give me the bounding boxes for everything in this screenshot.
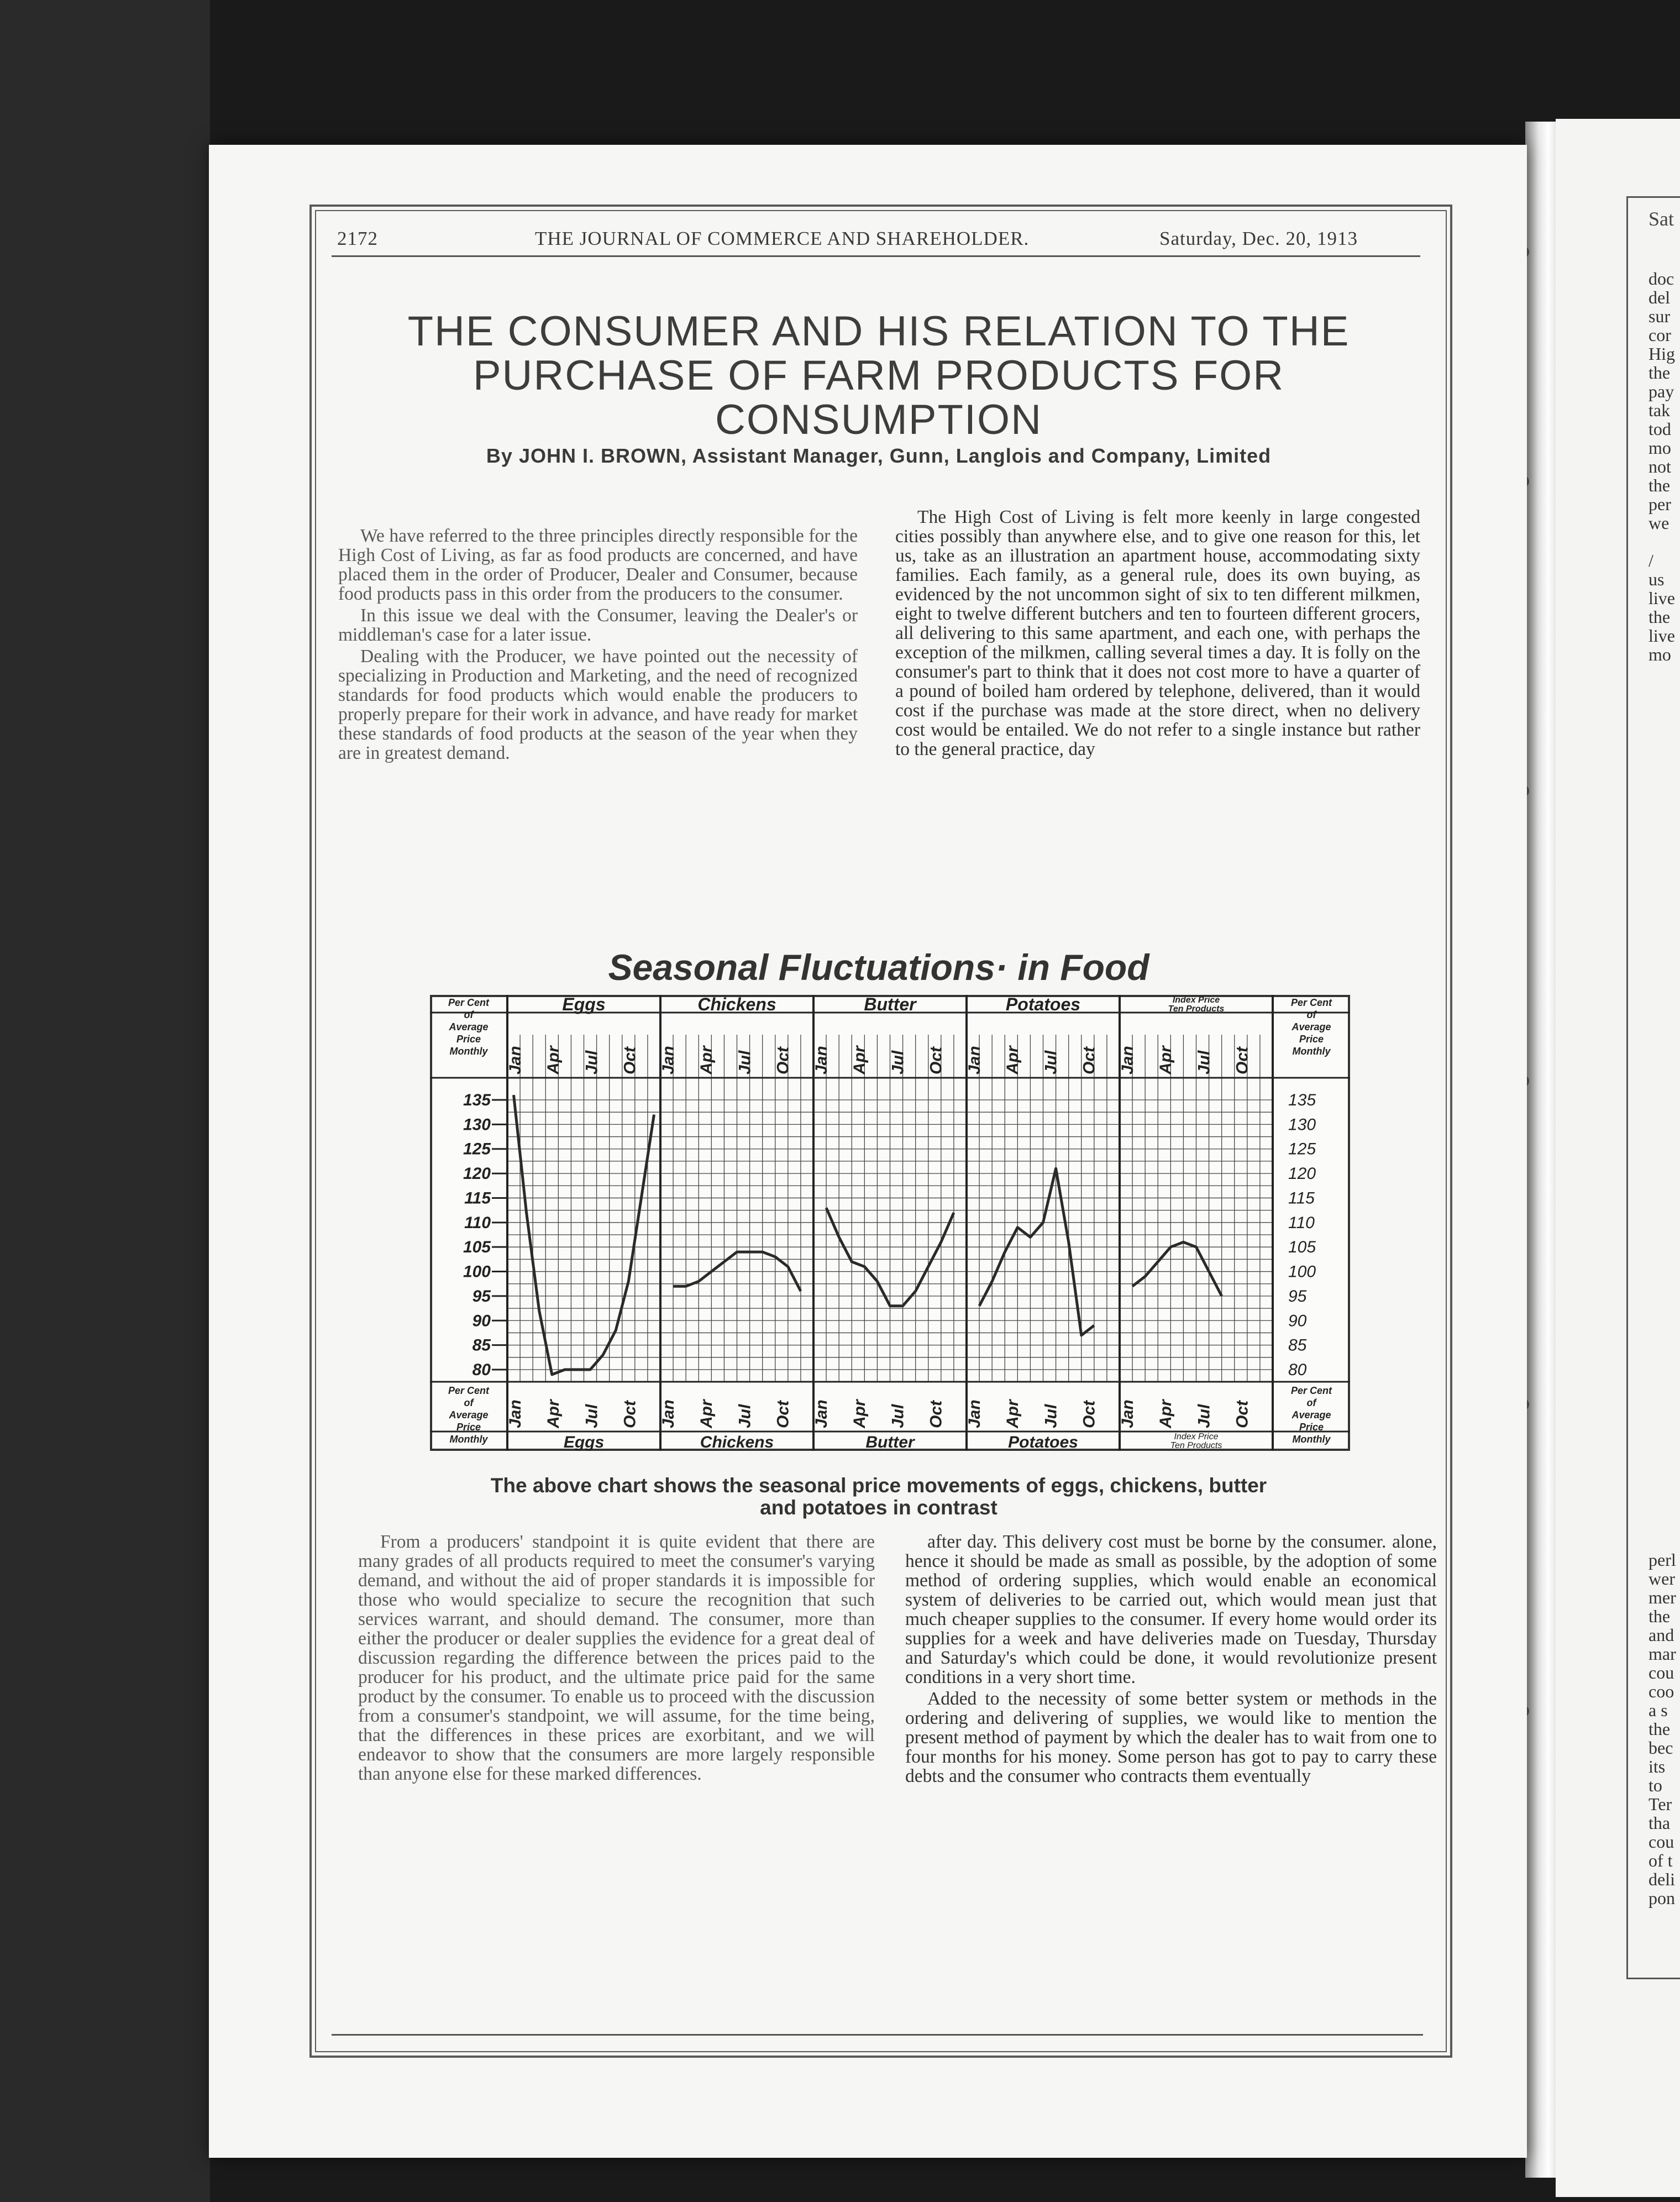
x-tick-label-top: Jan xyxy=(965,1046,984,1074)
y-tick-label-right: 100 xyxy=(1288,1262,1316,1281)
y-axis-label-left: Average xyxy=(449,1021,489,1032)
panel-title-bottom: Eggs xyxy=(563,1433,605,1451)
x-tick-label-top: Oct xyxy=(1233,1046,1252,1074)
facing-page-fragment: the xyxy=(1649,607,1671,627)
facing-page-fragment: mo xyxy=(1649,644,1671,664)
chart-title: Seasonal Fluctuations· in Food xyxy=(608,947,1149,988)
journal-name: THE JOURNAL OF COMMERCE AND SHAREHOLDER. xyxy=(535,228,1030,249)
x-tick-label-top: Jan xyxy=(506,1046,524,1074)
facing-page-fragment: the xyxy=(1649,1606,1671,1626)
x-tick-label-bottom: Apr xyxy=(1157,1399,1175,1428)
facing-page-fragment: deli xyxy=(1649,1869,1675,1889)
x-tick-label-bottom: Jul xyxy=(1042,1404,1060,1428)
caption-line: and potatoes in contrast xyxy=(760,1496,998,1519)
x-tick-label-top: Apr xyxy=(1004,1046,1022,1074)
x-tick-label-top: Jul xyxy=(889,1050,907,1074)
x-tick-label-bottom: Apr xyxy=(544,1399,563,1428)
y-axis-label-left-bottom: Per Cent xyxy=(448,1385,490,1396)
x-tick-label-bottom: Jul xyxy=(1195,1404,1214,1428)
facing-page-fragment: tak xyxy=(1649,400,1671,420)
panel-title-top: Chickens xyxy=(697,995,776,1014)
facing-page-fragment: tod xyxy=(1649,419,1671,439)
y-axis-label-left-bottom: of xyxy=(464,1397,474,1408)
x-tick-label-top: Oct xyxy=(774,1046,792,1074)
facing-page-fragment: its xyxy=(1649,1757,1666,1776)
y-tick-label-right: 120 xyxy=(1288,1165,1316,1183)
background-left xyxy=(0,0,210,2202)
paragraph: after day. This delivery cost must be borne by the consumer. alone, hence it should be made as small as possible, by the adoption of some method of ordering supplies, which would enable an economical system of deliveries to be carried out, which would mean just that much cheaper supplies to the consumer. If every home would order its supplies for a week and have deliveries made on Tuesday, Thursday and Saturday's which could be done, it would revolutionize present conditions in a very short time. xyxy=(905,1532,1437,1687)
title-line: THE CONSUMER AND HIS RELATION TO THE xyxy=(407,308,1350,355)
panel-title-top: Eggs xyxy=(562,995,606,1014)
facing-page-fragment: mar xyxy=(1649,1644,1676,1664)
y-tick-label-right: 125 xyxy=(1288,1140,1316,1158)
x-tick-label-bottom: Jan xyxy=(965,1399,984,1428)
panel-title-bottom: Chickens xyxy=(700,1433,774,1451)
facing-page-fragment: bec xyxy=(1649,1738,1673,1758)
y-axis-label-right: Average xyxy=(1292,1021,1331,1032)
facing-page-fragment: wer xyxy=(1649,1569,1675,1588)
x-tick-label-top: Oct xyxy=(927,1046,946,1074)
panel-title-top: Index Price xyxy=(1172,995,1220,1005)
y-tick-label-right: 135 xyxy=(1288,1091,1316,1109)
y-axis-label-left-bottom: Price xyxy=(456,1422,481,1433)
x-tick-label-bottom: Oct xyxy=(1080,1400,1099,1428)
x-tick-label-bottom: Apr xyxy=(851,1399,869,1428)
footer-rule xyxy=(332,2034,1423,2036)
y-tick-label-left: 105 xyxy=(463,1238,491,1257)
chart-caption xyxy=(332,1475,1426,1519)
book-gutter xyxy=(1525,122,1558,2178)
facing-page-fragment: sur xyxy=(1649,306,1671,326)
seasonal-fluctuations-chart xyxy=(430,995,1350,1451)
header-rule xyxy=(332,255,1420,257)
paragraph: Added to the necessity of some better system or methods in the ordering and delivering of supplies, we would like to mention the present method of payment by which the dealer has to wait from one to four months for his money. Some person has got to pay to carry these debts and the consumer who contracts them eventually xyxy=(905,1689,1437,1786)
y-tick-label-left: 120 xyxy=(463,1165,491,1183)
facing-page-fragment: cou xyxy=(1649,1832,1674,1852)
facing-page-fragment: cou xyxy=(1649,1663,1674,1682)
x-tick-label-bottom: Jul xyxy=(736,1404,754,1428)
y-tick-label-left: 110 xyxy=(464,1213,491,1232)
y-tick-label-right: 95 xyxy=(1288,1287,1307,1306)
y-tick-label-left: 90 xyxy=(472,1312,491,1330)
facing-page-fragment: to xyxy=(1649,1775,1662,1795)
paragraph: In this issue we deal with the Consumer, leaving the Dealer's or middleman's case for a later issue. xyxy=(338,605,858,645)
x-tick-label-top: Apr xyxy=(1157,1046,1175,1074)
x-tick-label-top: Apr xyxy=(851,1046,869,1074)
x-tick-label-bottom: Apr xyxy=(1004,1399,1022,1428)
y-tick-label-left: 95 xyxy=(472,1287,491,1306)
x-tick-label-bottom: Oct xyxy=(927,1400,946,1428)
x-tick-label-bottom: Oct xyxy=(621,1400,639,1428)
facing-page-fragment: live xyxy=(1649,626,1675,646)
y-tick-label-right: 85 xyxy=(1288,1336,1307,1355)
facing-page-fragment: live xyxy=(1649,588,1675,608)
y-axis-label-left-bottom: Monthly xyxy=(449,1434,488,1445)
y-axis-label-right-bottom: Price xyxy=(1299,1422,1324,1433)
x-tick-label-bottom: Jan xyxy=(1118,1399,1137,1428)
x-tick-label-top: Jul xyxy=(582,1050,601,1074)
y-axis-label-left: of xyxy=(464,1009,474,1020)
panel-title-bottom: Ten Products xyxy=(1170,1441,1222,1450)
facing-page-fragment: us xyxy=(1649,569,1665,589)
facing-page-fragment: per xyxy=(1649,494,1671,514)
facing-page-fragment: del xyxy=(1649,287,1671,307)
y-tick-label-left: 100 xyxy=(463,1262,491,1281)
y-axis-label-right-bottom: Average xyxy=(1292,1409,1331,1420)
facing-page-fragment: the xyxy=(1649,363,1671,382)
panel-title-bottom: Index Price xyxy=(1174,1432,1219,1441)
facing-page-fragment: Ter xyxy=(1649,1794,1672,1814)
article-title xyxy=(332,310,1426,442)
x-tick-label-bottom: Jan xyxy=(812,1399,831,1428)
page-number: 2172 xyxy=(337,228,378,249)
facing-page-fragment: cor xyxy=(1649,325,1671,345)
y-axis-label-right: of xyxy=(1306,1009,1316,1020)
facing-page-fragment: a s xyxy=(1649,1700,1668,1720)
paragraph: From a producers' standpoint it is quite evident that there are many grades of all products required to meet the consumer's varying demand, and without the aid of proper standards it is impossible for those who would specialize to secure the recognition that such services warrant, and should demand. The consumer, more than either the producer or dealer supplies the evidence for a great deal of discussion regarding the difference between the prices paid to the producer for his product, and the ultimate price paid for the same product by the consumer. To enable us to proceed with the discussion from a consumer's standpoint, we will assume, for the time being, that the differences in these prices are exorbitant, and we will endeavor to show that the consumers are more largely responsible than anyone else for these marked differences. xyxy=(358,1532,875,1784)
y-axis-label-right: Price xyxy=(1299,1034,1324,1045)
x-tick-label-bottom: Oct xyxy=(774,1400,792,1428)
facing-page xyxy=(1556,119,1680,2197)
x-tick-label-top: Jan xyxy=(812,1046,831,1074)
y-axis-label-left: Per Cent xyxy=(448,997,490,1008)
column-bottom-right xyxy=(905,1532,1437,1786)
byline: By JOHN I. BROWN, Assistant Manager, Gunn, Langlois and Company, Limited xyxy=(486,444,1272,467)
column-top-right xyxy=(895,507,1420,759)
title-line: PURCHASE OF FARM PRODUCTS FOR xyxy=(473,352,1285,399)
y-tick-label-right: 80 xyxy=(1288,1361,1307,1379)
y-axis-label-right: Monthly xyxy=(1292,1046,1331,1057)
panel-title-bottom: Butter xyxy=(865,1433,915,1451)
title-line: CONSUMPTION xyxy=(715,396,1042,443)
y-tick-label-left: 135 xyxy=(463,1091,491,1109)
facing-page-fragment: pon xyxy=(1649,1888,1675,1908)
x-tick-label-top: Apr xyxy=(697,1046,716,1074)
y-axis-label-right: Per Cent xyxy=(1290,997,1332,1008)
x-tick-label-top: Jul xyxy=(1042,1050,1060,1074)
x-tick-label-bottom: Jul xyxy=(582,1404,601,1428)
panel-title-top: Potatoes xyxy=(1005,995,1081,1014)
x-tick-label-top: Oct xyxy=(1080,1046,1099,1074)
y-axis-label-right-bottom: Monthly xyxy=(1292,1434,1331,1445)
facing-page-fragment: Hig xyxy=(1649,344,1675,364)
y-axis-label-right-bottom: Per Cent xyxy=(1290,1385,1332,1396)
y-tick-label-left: 125 xyxy=(463,1140,491,1158)
facing-page-header: Sat xyxy=(1649,208,1674,230)
paragraph: Dealing with the Producer, we have pointed out the necessity of specializing in Production and Marketing, and the need of recognized standards for food products which would enable the producers to properly prepare for their work in advance, and have ready for market these standards of food products at the season of the year when they are in greatest demand. xyxy=(338,646,858,763)
column-top-left xyxy=(338,526,858,763)
y-axis-label-left: Price xyxy=(456,1034,481,1045)
y-tick-label-left: 80 xyxy=(472,1361,491,1379)
x-tick-label-bottom: Apr xyxy=(697,1399,716,1428)
facing-page-fragment: we xyxy=(1649,513,1670,533)
x-tick-label-top: Jul xyxy=(736,1050,754,1074)
issue-date: Saturday, Dec. 20, 1913 xyxy=(1159,228,1358,249)
caption-line: The above chart shows the seasonal price movements of eggs, chickens, butter xyxy=(490,1474,1267,1497)
facing-page-fragment: of t xyxy=(1649,1850,1673,1870)
y-axis-label-left-bottom: Average xyxy=(449,1409,489,1420)
facing-page-fragment: doc xyxy=(1649,269,1674,289)
y-axis-label-right-bottom: of xyxy=(1306,1397,1316,1408)
facing-page-fragment: not xyxy=(1649,457,1671,476)
y-tick-label-right: 105 xyxy=(1288,1238,1316,1257)
x-tick-label-bottom: Jan xyxy=(506,1399,524,1428)
x-tick-label-bottom: Oct xyxy=(1233,1400,1252,1428)
y-tick-label-right: 90 xyxy=(1288,1312,1307,1330)
facing-page-fragment: / xyxy=(1649,550,1653,570)
y-tick-label-right: 115 xyxy=(1288,1189,1315,1208)
x-tick-label-top: Oct xyxy=(621,1046,639,1074)
x-tick-label-top: Apr xyxy=(544,1046,563,1074)
panel-title-top: Ten Products xyxy=(1168,1004,1225,1014)
y-tick-label-right: 110 xyxy=(1288,1213,1315,1232)
facing-page-fragment: tha xyxy=(1649,1813,1671,1833)
panel-title-top: Butter xyxy=(864,995,916,1014)
column-bottom-left xyxy=(358,1532,875,1784)
paragraph: We have referred to the three principles directly responsible for the High Cost of Living, as far as food products are concerned, and have placed them in the order of Producer, Dealer and Consumer, because food products pass in this order from the producers to the consumer. xyxy=(338,526,858,604)
x-tick-label-top: Jan xyxy=(659,1046,678,1074)
facing-page-fragment: pay xyxy=(1649,381,1674,401)
panel-title-bottom: Potatoes xyxy=(1008,1433,1078,1451)
y-tick-label-left: 85 xyxy=(472,1336,491,1355)
x-tick-label-top: Jul xyxy=(1195,1050,1214,1074)
x-tick-label-bottom: Jan xyxy=(659,1399,678,1428)
y-axis-label-left: Monthly xyxy=(449,1046,488,1057)
y-tick-label-right: 130 xyxy=(1288,1115,1316,1134)
facing-page-fragment: the xyxy=(1649,475,1671,495)
facing-page-fragment: mer xyxy=(1649,1587,1676,1607)
facing-page-fragment: the xyxy=(1649,1719,1671,1739)
facing-page-fragment: coo xyxy=(1649,1681,1674,1701)
y-tick-label-left: 130 xyxy=(463,1115,491,1134)
facing-page-fragment: perl xyxy=(1649,1550,1676,1570)
facing-page-fragment: and xyxy=(1649,1625,1674,1645)
x-tick-label-top: Jan xyxy=(1118,1046,1137,1074)
y-tick-label-left: 115 xyxy=(464,1189,491,1208)
x-tick-label-bottom: Jul xyxy=(889,1404,907,1428)
facing-page-fragment: mo xyxy=(1649,438,1671,458)
paragraph: The High Cost of Living is felt more keenly in large congested cities possibly than anywhere else, and to give one reason for this, let us, take as an illustration an apartment house, accommodating sixty families. Each family, as a general rule, does its own buying, as evidenced by the not uncommon sight of six to ten different milkmen, eight to twelve different butchers and ten to fourteen different grocers, all delivering to this same apartment, and each one, with perhaps the exception of the milkmen, calling several times a day. It is folly on the consumer's part to think that it does not cost more to have a quarter of a pound of boiled ham ordered by telephone, delivered, than it would cost if the purchase was made at the store direct, when no delivery cost would be entailed. We do not refer to a single instance but rather to the general practice, day xyxy=(895,507,1420,759)
